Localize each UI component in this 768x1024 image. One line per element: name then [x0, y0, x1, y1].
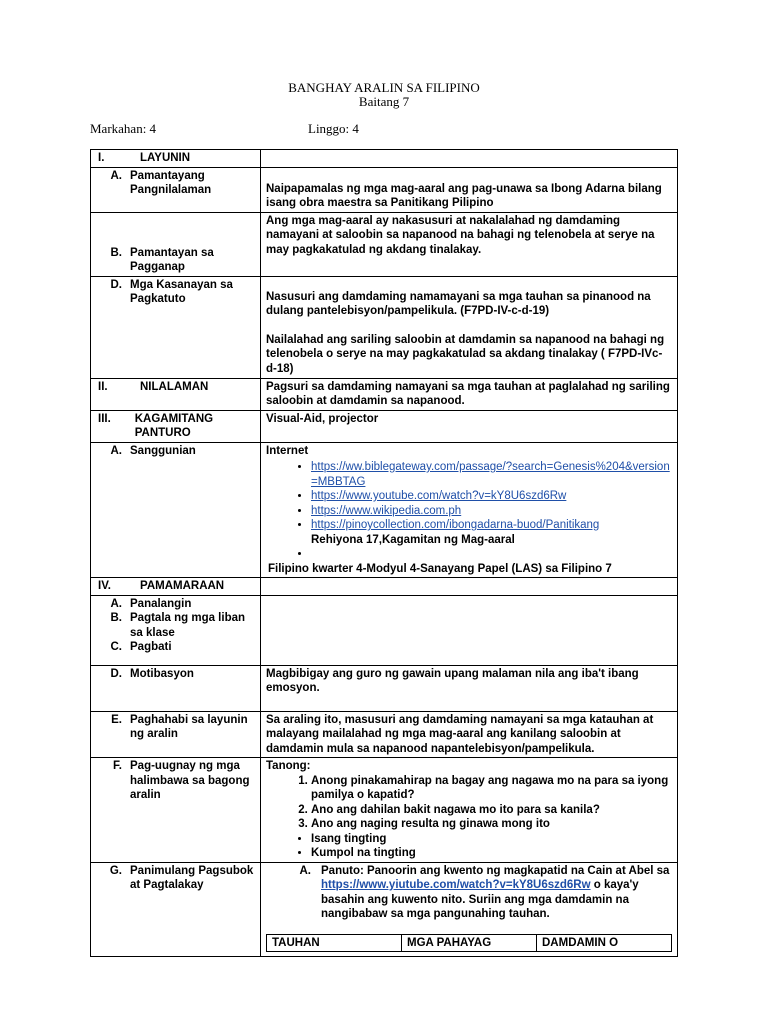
competency-2: Nailalahad ang sariling saloobin at damdamin sa napanood na bahagi ng telenobela o serye na may pagkakatulad sa akdang tinalakay ( F7PD-IVc-d-18) [266, 333, 665, 375]
row-kasanayan-sa-pagkatuto [91, 276, 678, 378]
list-item [311, 460, 672, 489]
item-letter: A. [110, 597, 122, 610]
item-label: Mga Kasanayan sa Pagkatuto [130, 278, 233, 305]
content-cell [261, 150, 678, 168]
list-item [311, 504, 672, 519]
competency-1: Nasusuri ang damdaming namamayani sa mga tauhan sa pinanood na dulang pantelebisyon/pampelikula. (F7PD-IV-c-d-19) [266, 290, 651, 317]
label-cell [91, 862, 261, 957]
item-label: Pagbati [130, 641, 172, 653]
item-letter: G. [109, 864, 122, 877]
item-letter: D. [110, 667, 122, 680]
row-layunin [91, 150, 678, 168]
item-letter: D. [110, 278, 122, 291]
label-cell [91, 167, 261, 212]
row-pag-uugnay [91, 758, 678, 863]
markahan-label: Markahan: 4 [90, 121, 157, 136]
reference-list [266, 460, 672, 562]
label-cell [91, 212, 261, 276]
list-item: • Isang tingting [311, 832, 672, 847]
column-damdamin: DAMDAMIN O [537, 934, 672, 952]
list-item: 2. Ano ang dahilan bakit nagawa mo ito para sa kanila? [311, 803, 672, 818]
list-item: 3. Ano ang naging resulta ng ginawa mong ito [311, 817, 672, 832]
youtube-link[interactable]: https://www.youtube.com/watch?v=kY8U6szd6Rw [311, 490, 567, 502]
row-pamantayan-sa-pagganap [91, 212, 678, 276]
bullet-list [266, 832, 672, 861]
wikipedia-link[interactable]: https://www.wikipedia.com.ph [311, 504, 462, 517]
content-cell: Pagsuri sa damdaming namayani sa mga tauhan at paglalahad ng sariling saloobin at damdamin sa napanood. [261, 378, 678, 410]
content-cell [261, 595, 678, 665]
bible-gateway-link[interactable]: https://ww.biblegateway.com/passage/?search=Genesis%204&version=MBBTAG [311, 461, 670, 488]
label-cell [91, 711, 261, 758]
section-label: KAGAMITANG PANTURO [134, 412, 214, 439]
column-mga-pahayag: MGA PAHAYAG [402, 934, 537, 952]
analysis-table [266, 934, 672, 953]
label-cell [91, 378, 261, 410]
content-cell [261, 758, 678, 863]
content-cell [261, 276, 678, 378]
table-row [267, 934, 672, 952]
item-letter: E. [111, 713, 122, 726]
content-cell: Sa araling ito, masusuri ang damdaming namayani sa mga katauhan at malayang mailalahad ng mga mag-aaral ang kanilang saloobin at damdamin mula sa napanood napantelebisyon/pampelikula. [261, 711, 678, 758]
label-cell [91, 410, 261, 442]
linggo-label: Linggo: 4 [308, 121, 359, 136]
item-label: Motibasyon [130, 667, 194, 680]
item-letter: C. [110, 641, 122, 653]
content-cell: Visual-Aid, projector [261, 410, 678, 442]
item-label: Panimulang Pagsubok at Pagtalakay [130, 864, 254, 891]
row-sanggunian [91, 442, 678, 578]
item-letter: B. [110, 246, 122, 259]
section-number: III. [98, 412, 111, 425]
section-label: LAYUNIN [140, 152, 191, 164]
item-letter: F. [113, 760, 122, 772]
pinoycollection-link[interactable]: https://pinoycollection.com/ibongadarna-buod/Panitikang [311, 519, 600, 531]
references-heading: Internet [266, 444, 309, 457]
reference-text: Rehiyona 17,Kagamitan ng Mag-aaral [311, 533, 515, 546]
item-letter: B. [110, 612, 122, 624]
grade-level: Baitang 7 [358, 94, 410, 109]
item-label: Pagtala ng mga liban sa klase [130, 612, 246, 639]
column-tauhan: TAUHAN [267, 934, 402, 952]
list-item [311, 547, 672, 562]
label-cell [91, 578, 261, 596]
item-letter: A. [110, 444, 122, 457]
label-cell [91, 595, 261, 665]
content-cell: Ang mga mag-aaral ay nakasusuri at nakalalahad ng damdaming namayani at saloobin sa napanood na bahagi ng telenobela at serye na may pagkakatulad ng akdang tinalakay. [261, 212, 678, 276]
item-label: Pag-uugnay ng mga halimbawa sa bagong aralin [130, 760, 250, 801]
item-label: Pamantayan sa Pagganap [130, 246, 214, 273]
content-cell [261, 442, 678, 578]
instruction-text [321, 864, 672, 922]
instruction-part-2: o kaya'y basahin ang kuwento nito. Suriin ang mga damdamin na nangibabaw sa mga pangunahing tauhan. [321, 879, 639, 920]
item-label: Pamantayang Pangnilalaman [130, 169, 212, 196]
list-item [311, 489, 672, 504]
item-letter: A. [299, 864, 311, 877]
row-motibasyon [91, 665, 678, 711]
content-cell [261, 578, 678, 596]
references-footer: Filipino kwarter 4-Modyul 4-Sanayang Papel (LAS) sa Filipino 7 [268, 562, 612, 575]
label-cell [91, 442, 261, 578]
row-pamamaraan [91, 578, 678, 596]
youtube-link[interactable]: https://www.yiutube.com/watch?v=kY8U6szd6Rw [321, 879, 591, 891]
section-number: II. [98, 380, 108, 393]
list-item [311, 518, 672, 547]
row-nilalaman [91, 378, 678, 410]
section-label: PAMAMARAAN [140, 580, 225, 592]
list-item: 1. Anong pinakamahirap na bagay ang nagawa mo na para sa iyong pamilya o kapatid? [311, 774, 672, 803]
label-cell [91, 150, 261, 168]
instruction-item [266, 864, 672, 922]
item-label: Panalangin [130, 597, 192, 610]
lesson-table [90, 149, 678, 957]
row-kagamitang-panturo [91, 410, 678, 442]
content-cell: Magbibigay ang guro ng gawain upang malaman nila ang iba't ibang emosyon. [261, 665, 678, 711]
row-pamantayang-pangnilalaman [91, 167, 678, 212]
question-list [266, 774, 672, 832]
item-label: Paghahabi sa layunin ng aralin [130, 713, 248, 740]
item-label: Sanggunian [130, 444, 196, 457]
item-letter: A. [110, 169, 122, 182]
section-number: I. [98, 152, 105, 164]
list-item: • Kumpol na tingting [311, 846, 672, 861]
content-cell [261, 862, 678, 957]
instruction-part-1: Panuto: Panoorin ang kwento ng magkapatid na Cain at Abel sa [321, 864, 670, 877]
row-panimula [91, 595, 678, 665]
content-cell: Naipapamalas ng mga mag-aaral ang pag-unawa sa Ibong Adarna bilang isang obra maestra sa Panitikang Pilipino [261, 167, 678, 212]
row-paghahabi [91, 711, 678, 758]
document-title: BANGHAY ARALIN SA FILIPINO [288, 80, 480, 95]
questions-heading: Tanong: [266, 760, 311, 772]
label-cell [91, 665, 261, 711]
label-cell [91, 758, 261, 863]
section-label: NILALAMAN [140, 380, 209, 393]
section-number: IV. [98, 580, 112, 592]
label-cell [91, 276, 261, 378]
row-panimulang-pagsubok [91, 862, 678, 957]
